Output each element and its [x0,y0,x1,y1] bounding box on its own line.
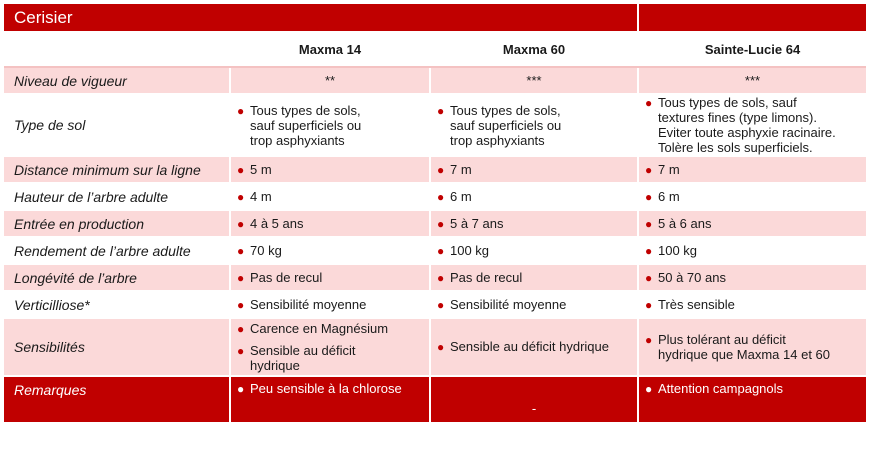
cell-text: Plus tolérant au déficit hydrique que Maxma 14 et 60 [658,332,830,362]
bullet-icon: ● [645,243,653,258]
bullet-icon: ● [645,382,653,396]
table-row [4,210,866,237]
bullet-icon: ● [237,382,245,396]
cell-text: Sensibilité moyenne [250,296,367,312]
cell-text: Tous types de sols, sauf superficiels ou trop asphyxiants [250,102,362,148]
bullet-icon: ● [237,216,245,231]
bullet-icon: ● [437,103,445,118]
table-cell [430,291,638,318]
table-cell [430,183,638,210]
cell-text: 100 kg [658,242,698,258]
corner-cell [4,32,230,67]
table-cell [230,210,430,237]
cell-text: 50 à 70 ans [658,269,726,285]
table-cell [230,237,430,264]
cell-text: 4 m [250,188,272,204]
row-label: Distance minimum sur la ligne [4,156,230,183]
bullet-icon: ● [645,270,653,285]
bullet-icon: ● [437,162,445,177]
table-cell [430,318,638,376]
row-label: Entrée en production [4,210,230,237]
cell-text: 5 à 7 ans [450,215,504,231]
bullet-icon: ● [437,243,445,258]
bullet-icon: ● [237,270,245,285]
row-label: Remarques [4,376,230,423]
table-cell [638,264,866,291]
table-cell [230,67,430,94]
bullet-icon: ● [237,344,245,358]
table-cell [230,94,430,156]
row-label: Longévité de l’arbre [4,264,230,291]
table-row [4,291,866,318]
bullet-icon: ● [437,297,445,312]
table-cell [230,291,430,318]
cell-text: Sensible au déficit hydrique [250,343,356,373]
table-row [4,67,866,94]
cell-text: Pas de recul [250,269,323,285]
cell-text: Très sensible [658,296,735,312]
table-title: Cerisier [4,4,638,32]
table-cell [638,237,866,264]
title-row [4,4,866,32]
table-cell [638,67,866,94]
bullet-icon: ● [437,270,445,285]
row-label: Rendement de l’arbre adulte [4,237,230,264]
cell-text: 4 à 5 ans [250,215,304,231]
bullet-icon: ● [437,189,445,204]
bullet-icon: ● [645,189,653,204]
row-label: Hauteur de l’arbre adulte [4,183,230,210]
remark-cell: ● Peu sensible à la chlorose [230,376,430,423]
table-cell [638,183,866,210]
table-cell [638,318,866,376]
column-header-row [4,32,866,67]
table-cell [638,210,866,237]
cell-text: Sensible au déficit hydrique [450,339,609,354]
bullet-icon: ● [437,216,445,231]
remarks-row [4,376,866,423]
column-header: Maxma 14 [230,32,430,67]
row-label: Sensibilités [4,318,230,376]
column-header: Maxma 60 [430,32,638,67]
row-label: Type de sol [4,94,230,156]
table-cell [230,156,430,183]
table-row [4,318,866,376]
bullet-icon: ● [645,297,653,312]
table-cell [430,67,638,94]
remark-cell: ● Attention campagnols [638,376,866,423]
bullet-icon: ● [645,162,653,177]
table-cell [430,210,638,237]
table-cell [430,156,638,183]
table-row [4,183,866,210]
cell-text: Carence en Magnésium [250,321,389,336]
rootstock-table [4,4,866,424]
bullet-icon: ● [437,340,445,354]
remark-cell: - [430,376,638,423]
cell-text: ** [324,73,336,88]
cell-text: *** [744,73,761,88]
bullet-icon: ● [645,333,653,347]
row-label: Niveau de vigueur [4,67,230,94]
bullet-icon: ● [237,297,245,312]
table-cell [638,291,866,318]
bullet-icon: ● [645,216,653,231]
bullet-icon: ● [237,103,245,118]
table-row [4,156,866,183]
cell-text: 100 kg [450,242,490,258]
table-cell [230,183,430,210]
cell-text: 7 m [658,161,680,177]
cell-text: Tous types de sols, sauf textures fines (type limons). Eviter toute asphyxie racinaire. Tolère les sols superficiels. [658,95,836,155]
title-row-end [638,4,866,32]
bullet-icon: ● [645,96,653,110]
table-cell [638,94,866,156]
cell-text: 70 kg [250,242,282,258]
cell-text: 6 m [450,188,472,204]
table-cell [430,264,638,291]
cell-text: 6 m [658,188,680,204]
table-row [4,237,866,264]
bullet-icon: ● [237,243,245,258]
table-cell [230,264,430,291]
bullet-icon: ● [237,162,245,177]
bullet-icon: ● [237,189,245,204]
cell-text: 5 à 6 ans [658,215,712,231]
table-cell [430,237,638,264]
table-cell [638,156,866,183]
cell-text: Pas de recul [450,269,523,285]
bullet-icon: ● [237,322,245,336]
column-header: Sainte-Lucie 64 [638,32,866,67]
cell-text: *** [526,73,542,88]
table-row [4,94,866,156]
cell-text: 7 m [450,161,472,177]
table-row [4,264,866,291]
table-cell [430,94,638,156]
cell-text: Sensibilité moyenne [450,296,567,312]
cell-text: Tous types de sols, sauf superficiels ou trop asphyxiants [450,102,562,148]
cell-text: 5 m [250,161,272,177]
table-cell [230,318,430,376]
row-label: Verticilliose* [4,291,230,318]
